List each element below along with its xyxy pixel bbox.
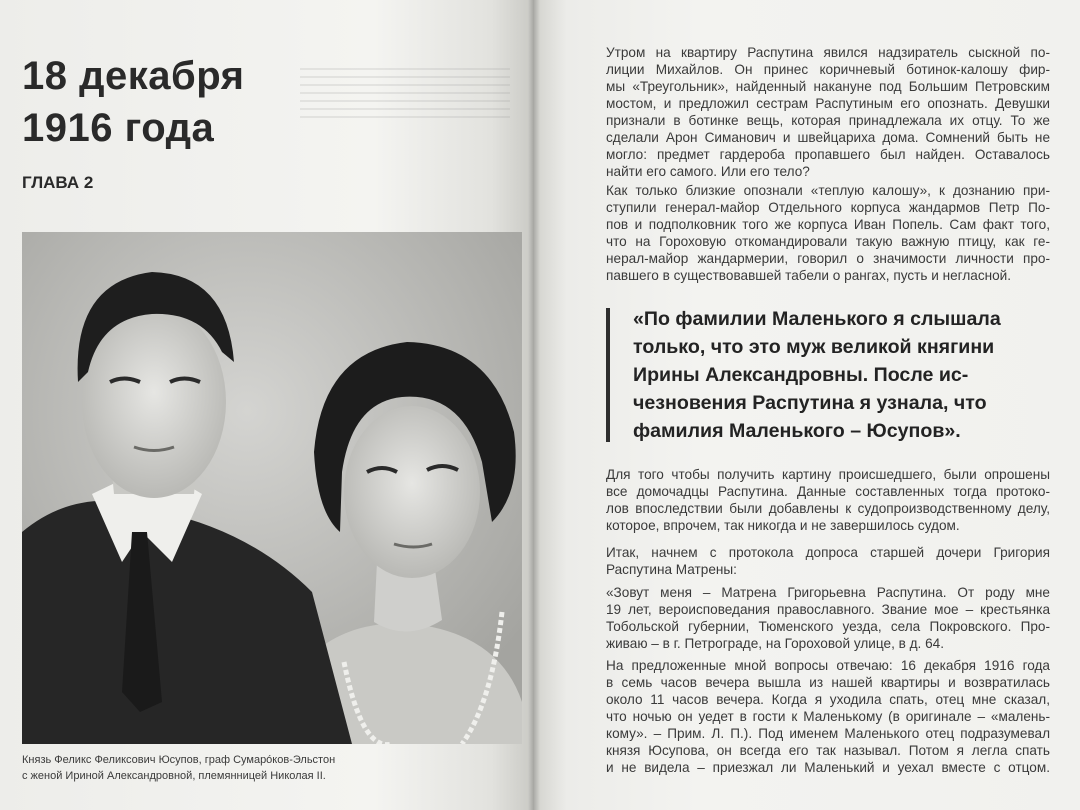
title-line: 18 декабря bbox=[22, 54, 245, 98]
text-line: которое, впрочем, так никогда и не завершилось судом. bbox=[606, 518, 960, 533]
text-line: что на Гороховую откомандировали такую важную птицу, как ге- bbox=[606, 234, 1050, 249]
left-page bbox=[0, 0, 534, 810]
paragraph-1 bbox=[606, 44, 1050, 180]
text-line: Для того чтобы получить картину происшедшего, были опрошены bbox=[606, 467, 1050, 482]
quote-bar bbox=[606, 308, 610, 442]
text-line: в семь часов вечера вышла из нашей квартиры и возвратилась bbox=[606, 675, 1050, 690]
text-line: около 11 часов вечера. Когда я уходила спать, отец мне сказал, bbox=[606, 692, 1050, 707]
quote-line: «По фамилии Маленького я слышала bbox=[633, 308, 1001, 330]
paragraph-4 bbox=[606, 544, 1050, 578]
text-line: «Зовут меня – Матрена Григорьевна Распутина. От роду мне bbox=[606, 585, 1050, 600]
paragraph-6 bbox=[606, 657, 1050, 776]
text-line: мостом, и предложил сестрам Распутиным его опознать. Девушки bbox=[606, 96, 1050, 111]
text-line: нерал-майор жандармерии, говорил о значимости личности про- bbox=[606, 251, 1050, 266]
quote-line: Ирины Александровны. После ис- bbox=[633, 364, 969, 386]
quote-line: только, что это муж великой княгини bbox=[633, 336, 995, 358]
chapter-label: ГЛАВА 2 bbox=[22, 173, 94, 192]
text-line: лов впоследствии были добавлены к судопроизводственному делу, bbox=[606, 501, 1050, 516]
text-line: Тобольской губернии, Тюменского уезда, села Покровского. Про- bbox=[606, 619, 1050, 634]
text-line: сделали Арон Симанович и швейцариха дома. Сомнений быть не bbox=[606, 130, 1050, 145]
portrait-photo bbox=[22, 232, 522, 744]
book-spine-shadow bbox=[528, 0, 540, 810]
text-line: Итак, начнем с протокола допроса старшей дочери Григория bbox=[606, 545, 1050, 560]
caption-line: с женой Ириной Александровной, племянницей Николая II. bbox=[22, 770, 326, 782]
photo-caption bbox=[22, 752, 522, 784]
text-line: князя Юсупова, он всегда его так называл. Потом я легла спать bbox=[606, 743, 1050, 758]
pull-quote bbox=[633, 305, 1043, 445]
text-line: что ночью он уедет в гости к Маленькому (в оригинале – «малень- bbox=[606, 709, 1050, 724]
text-line: мы «Треугольник», найденный накануне под Большим Петровским bbox=[606, 79, 1050, 94]
text-line: кому». – Прим. Л. П.). Под именем Маленького отец подразумевал bbox=[606, 726, 1050, 741]
paragraph-3 bbox=[606, 466, 1050, 534]
title-line: 1916 года bbox=[22, 106, 215, 150]
text-line: 19 лет, вероисповедания православного. Звание мое – крестьянка bbox=[606, 602, 1050, 617]
quote-line: фамилия Маленького – Юсупов». bbox=[633, 420, 961, 442]
text-line: пов и подполковник того же корпуса Иван Попель. Сам факт того, bbox=[606, 217, 1050, 232]
text-line: Как только близкие опознали «теплую калошу», к дознанию при- bbox=[606, 183, 1050, 198]
paragraph-5 bbox=[606, 584, 1050, 652]
text-line: Распутина Матрены: bbox=[606, 562, 737, 577]
portrait-photo-image bbox=[22, 232, 522, 744]
text-line: все домочадцы Распутина. Данные составленных тогда протоко- bbox=[606, 484, 1050, 499]
text-line: ступили генерал-майор Отдельного корпуса жандармов Петр По- bbox=[606, 200, 1050, 215]
text-line: найти его самого. Или его тело? bbox=[606, 164, 810, 179]
caption-line: Князь Феликс Феликсович Юсупов, граф Сумарóков-Эльстон bbox=[22, 754, 336, 766]
quote-line: чезновения Распутина я узнала, что bbox=[633, 392, 987, 414]
text-line: и не видела – приезжал ли Маленький и уехал вместе с отцом. bbox=[606, 760, 1050, 775]
text-line: лиции Михайлов. Он принес коричневый ботинок-калошу фир- bbox=[606, 62, 1050, 77]
chapter-title bbox=[22, 50, 502, 154]
text-line: павшего в существовавшей табели о рангах, пусть и негласной. bbox=[606, 268, 1012, 283]
text-line: На предложенные мной вопросы отвечаю: 16 декабря 1916 года bbox=[606, 658, 1050, 673]
paragraph-2 bbox=[606, 182, 1050, 284]
text-line: Утром на квартиру Распутина явился надзиратель сыскной по- bbox=[606, 45, 1050, 60]
text-line: признали в ботинке вещь, которая принадлежала их отцу. То же bbox=[606, 113, 1050, 128]
text-line: могло: предмет гардероба пропавшего был найден. Оставалось bbox=[606, 147, 1050, 162]
text-line: живаю – в г. Петрограде, на Гороховой улице, в д. 64. bbox=[606, 636, 945, 651]
